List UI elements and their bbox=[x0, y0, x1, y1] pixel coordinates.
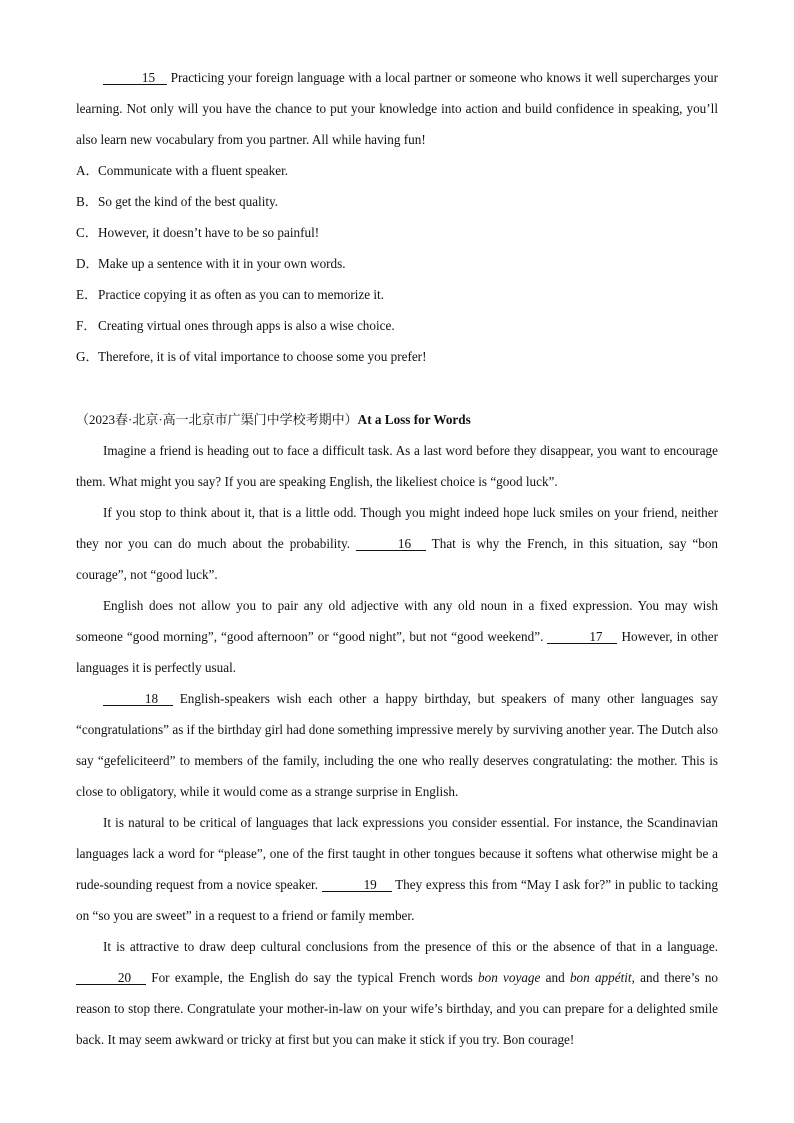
blank-15[interactable]: 15 bbox=[103, 71, 167, 85]
option-a bbox=[76, 155, 718, 186]
section-gap bbox=[76, 372, 718, 404]
option-e bbox=[76, 279, 718, 310]
blank-16[interactable]: 16 bbox=[356, 537, 426, 551]
blank-17[interactable]: 17 bbox=[547, 630, 617, 644]
option-text: So get the kind of the best quality. bbox=[98, 194, 279, 209]
option-label: D． bbox=[76, 256, 99, 271]
paragraph-3-text-a: English does not allow you to pair any old adjective with any old noun in a fixed expression. You may wish someone “good morning”, “good afternoon” or “good night”, but not “good weekend”. bbox=[76, 598, 718, 644]
option-text: Creating virtual ones through apps is also a wise choice. bbox=[98, 318, 395, 333]
option-label: B． bbox=[76, 194, 98, 209]
option-text: Communicate with a fluent speaker. bbox=[98, 163, 289, 178]
paragraph-5-text-b: They express this from “May I ask for?” in public to tacking on “so you are sweet” in a request to a friend or family member. bbox=[76, 877, 718, 923]
paragraph-6-and: and bbox=[545, 970, 565, 985]
paragraph-5 bbox=[76, 807, 718, 931]
option-c bbox=[76, 217, 718, 248]
paragraph-15 bbox=[76, 62, 718, 155]
paragraph-6-text-b: For example, the English do say the typical French words bbox=[151, 970, 473, 985]
paragraph-3 bbox=[76, 590, 718, 683]
paragraph-15-text: Practicing your foreign language with a local partner or someone who knows it well supercharges your learning. Not only will you have the chance to put your knowledge into action and build confidence in speaking, you’ll also learn new vocabulary from you partner. All while having fun! bbox=[76, 70, 719, 147]
option-g bbox=[76, 341, 718, 372]
blank-18[interactable]: 18 bbox=[103, 692, 173, 706]
paragraph-6 bbox=[76, 931, 718, 1055]
blank-19[interactable]: 19 bbox=[322, 878, 392, 892]
document-page bbox=[76, 62, 718, 1055]
option-d bbox=[76, 248, 718, 279]
paragraph-4-text: English-speakers wish each other a happy birthday, but speakers of many other languages say “congratulations” as if the birthday girl had done something impressive merely by surviving another year. The Dutch also say “gefeliciteerd” to members of the family, including the one who really deserves congratulating: the mother. This is close to obligatory, while it would come as a strange surprise in English. bbox=[76, 691, 719, 799]
option-f bbox=[76, 310, 718, 341]
option-text: Practice copying it as often as you can to memorize it. bbox=[98, 287, 385, 302]
option-label: F． bbox=[76, 318, 97, 333]
passage-heading bbox=[76, 404, 718, 435]
option-text: Therefore, it is of vital importance to choose some you prefer! bbox=[98, 349, 427, 364]
italic-bon-appetit: bon appétit bbox=[569, 970, 632, 985]
blank-20[interactable]: 20 bbox=[76, 971, 146, 985]
paragraph-2-text-b: That is why the French, in this situation, say “bon courage”, not “good luck”. bbox=[76, 536, 719, 582]
paragraph-4 bbox=[76, 683, 718, 807]
italic-bon-voyage: bon voyage bbox=[478, 970, 541, 985]
paragraph-1: Imagine a friend is heading out to face a difficult task. As a last word before they disappear, you want to encourage them. What might you say? If you are speaking English, the likeliest choice is “good luck”. bbox=[76, 443, 718, 489]
options-list bbox=[76, 155, 718, 372]
paragraph-6-text-a: It is attractive to draw deep cultural conclusions from the presence of this or the absence of that in a language. bbox=[103, 939, 718, 954]
option-label: C． bbox=[76, 225, 98, 240]
paragraph-3-text-b: However, in other languages it is perfectly usual. bbox=[76, 629, 718, 675]
option-b bbox=[76, 186, 718, 217]
passage-title: At a Loss for Words bbox=[357, 412, 471, 427]
paragraph-2-text-a: If you stop to think about it, that is a little odd. Though you might indeed hope luck smiles on your friend, neither they nor you can do much about the probability. bbox=[76, 505, 718, 551]
option-text: However, it doesn’t have to be so painful! bbox=[98, 225, 320, 240]
paragraph-6-text-c: , and there’s no reason to stop there. Congratulate your mother-in-law on your wife’s birthday, and you can prepare for a delighted smile back. It may seem awkward or tricky at first but you can make it stick if you try. Bon courage! bbox=[76, 970, 719, 1047]
option-label: E． bbox=[76, 287, 98, 302]
paragraph-2 bbox=[76, 497, 718, 590]
option-text: Make up a sentence with it in your own words. bbox=[98, 256, 346, 271]
paragraph-5-text-a: It is natural to be critical of languages that lack expressions you consider essential. For instance, the Scandinavian languages lack a word for “please”, one of the first taught in other tongues because it softens what otherwise might be a rude-sounding request from a novice speaker. bbox=[76, 815, 718, 892]
option-label: A． bbox=[76, 163, 99, 178]
passage-source: （2023春·北京·高一北京市广渠门中学校考期中） bbox=[76, 412, 358, 427]
option-label: G． bbox=[76, 349, 99, 364]
